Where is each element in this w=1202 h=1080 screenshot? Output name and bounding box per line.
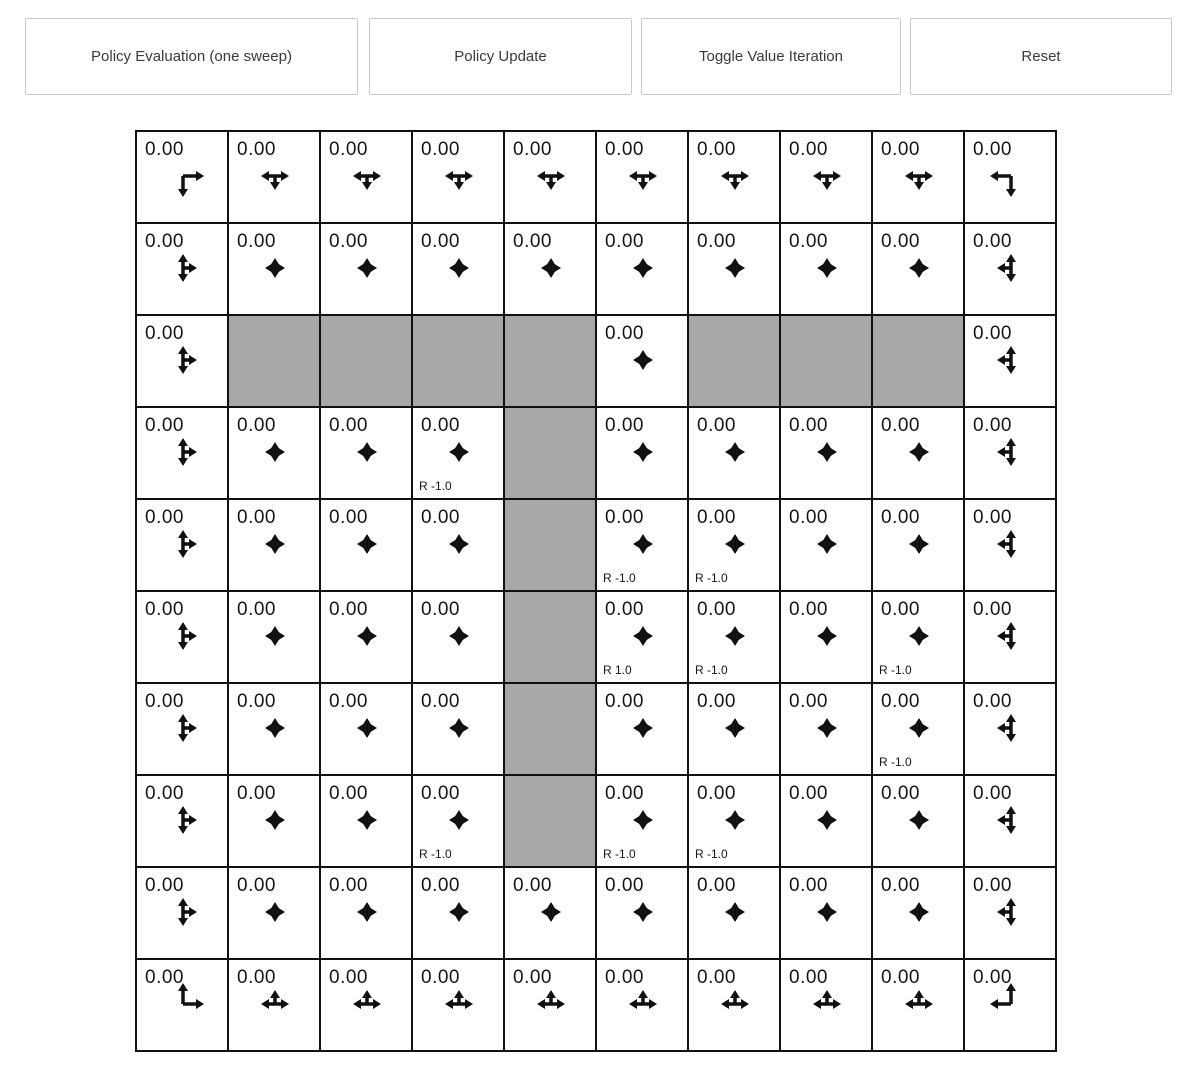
grid-cell[interactable] xyxy=(505,960,595,1050)
policy-arrows-icon xyxy=(321,408,411,498)
cell-value: 0.00 xyxy=(513,875,552,896)
grid-cell[interactable] xyxy=(689,776,779,866)
grid-wall-cell[interactable] xyxy=(505,776,595,866)
policy-update-button[interactable]: Policy Update xyxy=(369,18,632,95)
reward-label: R -1.0 xyxy=(419,847,452,861)
cell-value: 0.00 xyxy=(789,599,828,620)
policy-arrows-icon xyxy=(873,868,963,958)
cell-value: 0.00 xyxy=(973,139,1012,160)
policy-arrows-icon xyxy=(413,500,503,590)
grid-wall-cell[interactable] xyxy=(873,316,963,406)
cell-value: 0.00 xyxy=(697,967,736,988)
cell-value: 0.00 xyxy=(697,231,736,252)
policy-arrows-icon xyxy=(781,776,871,866)
cell-value: 0.00 xyxy=(145,231,184,252)
policy-arrows-icon xyxy=(689,868,779,958)
policy-arrows-icon xyxy=(321,684,411,774)
grid-cell[interactable] xyxy=(689,224,779,314)
policy-arrows-icon xyxy=(321,776,411,866)
grid-cell[interactable] xyxy=(321,592,411,682)
grid-wall-cell[interactable] xyxy=(689,316,779,406)
policy-arrows-icon xyxy=(873,132,963,222)
grid-cell[interactable] xyxy=(965,316,1055,406)
cell-value: 0.00 xyxy=(789,875,828,896)
policy-arrows-icon xyxy=(413,868,503,958)
cell-value: 0.00 xyxy=(237,139,276,160)
cell-value: 0.00 xyxy=(237,691,276,712)
cell-value: 0.00 xyxy=(881,875,920,896)
cell-value: 0.00 xyxy=(237,415,276,436)
policy-arrows-icon xyxy=(229,592,319,682)
cell-value: 0.00 xyxy=(605,599,644,620)
grid-cell[interactable] xyxy=(321,776,411,866)
cell-value: 0.00 xyxy=(973,875,1012,896)
cell-value: 0.00 xyxy=(421,691,460,712)
cell-value: 0.00 xyxy=(421,139,460,160)
grid-cell[interactable] xyxy=(781,868,871,958)
cell-value: 0.00 xyxy=(973,323,1012,344)
reward-label: R -1.0 xyxy=(695,663,728,677)
gridworld-container xyxy=(135,130,1202,1052)
grid-cell[interactable] xyxy=(689,868,779,958)
policy-arrows-icon xyxy=(597,868,687,958)
policy-arrows-icon xyxy=(597,960,687,1050)
grid-cell[interactable] xyxy=(229,960,319,1050)
cell-value: 0.00 xyxy=(237,875,276,896)
grid-cell[interactable] xyxy=(873,408,963,498)
grid-cell[interactable] xyxy=(229,868,319,958)
cell-value: 0.00 xyxy=(421,967,460,988)
cell-value: 0.00 xyxy=(697,875,736,896)
cell-value: 0.00 xyxy=(237,507,276,528)
grid-cell[interactable] xyxy=(413,408,503,498)
reward-label: R -1.0 xyxy=(879,663,912,677)
cell-value: 0.00 xyxy=(145,691,184,712)
grid-cell[interactable] xyxy=(781,408,871,498)
grid-cell[interactable] xyxy=(873,776,963,866)
cell-value: 0.00 xyxy=(881,139,920,160)
grid-cell[interactable] xyxy=(597,684,687,774)
cell-value: 0.00 xyxy=(329,507,368,528)
grid-cell[interactable] xyxy=(965,408,1055,498)
policy-arrows-icon xyxy=(229,684,319,774)
cell-value: 0.00 xyxy=(605,415,644,436)
grid-cell[interactable] xyxy=(965,500,1055,590)
grid-cell[interactable] xyxy=(873,684,963,774)
grid-cell[interactable] xyxy=(137,868,227,958)
policy-arrows-icon xyxy=(965,132,1055,222)
grid-wall-cell[interactable] xyxy=(229,316,319,406)
grid-cell[interactable] xyxy=(137,224,227,314)
grid-cell[interactable] xyxy=(781,592,871,682)
grid-cell[interactable] xyxy=(321,960,411,1050)
cell-value: 0.00 xyxy=(605,231,644,252)
cell-value: 0.00 xyxy=(421,783,460,804)
cell-value: 0.00 xyxy=(697,599,736,620)
cell-value: 0.00 xyxy=(513,231,552,252)
policy-arrows-icon xyxy=(137,224,227,314)
cell-value: 0.00 xyxy=(605,967,644,988)
grid-cell[interactable] xyxy=(873,224,963,314)
policy-arrows-icon xyxy=(873,500,963,590)
cell-value: 0.00 xyxy=(605,139,644,160)
policy-arrows-icon xyxy=(597,316,687,406)
grid-cell[interactable] xyxy=(321,500,411,590)
grid-cell[interactable] xyxy=(137,592,227,682)
grid-cell[interactable] xyxy=(321,408,411,498)
grid-cell[interactable] xyxy=(965,960,1055,1050)
cell-value: 0.00 xyxy=(329,691,368,712)
policy-arrows-icon xyxy=(229,408,319,498)
policy-arrows-icon xyxy=(413,132,503,222)
cell-value: 0.00 xyxy=(421,415,460,436)
policy-arrows-icon xyxy=(137,684,227,774)
cell-value: 0.00 xyxy=(789,783,828,804)
grid-wall-cell[interactable] xyxy=(505,592,595,682)
cell-value: 0.00 xyxy=(237,231,276,252)
cell-value: 0.00 xyxy=(881,967,920,988)
policy-arrows-icon xyxy=(597,224,687,314)
cell-value: 0.00 xyxy=(881,783,920,804)
toolbar xyxy=(0,0,1202,95)
cell-value: 0.00 xyxy=(329,231,368,252)
grid-cell[interactable] xyxy=(413,960,503,1050)
policy-arrows-icon xyxy=(965,776,1055,866)
policy-arrows-icon xyxy=(781,224,871,314)
grid-wall-cell[interactable] xyxy=(505,500,595,590)
policy-arrows-icon xyxy=(689,960,779,1050)
grid-cell[interactable] xyxy=(873,500,963,590)
grid-cell[interactable] xyxy=(321,684,411,774)
gridworld xyxy=(135,130,1057,1052)
cell-value: 0.00 xyxy=(421,507,460,528)
policy-arrows-icon xyxy=(137,500,227,590)
grid-cell[interactable] xyxy=(965,592,1055,682)
policy-arrows-icon xyxy=(965,224,1055,314)
cell-value: 0.00 xyxy=(605,507,644,528)
reward-label: R -1.0 xyxy=(695,847,728,861)
grid-cell[interactable] xyxy=(597,868,687,958)
policy-arrows-icon xyxy=(965,868,1055,958)
cell-value: 0.00 xyxy=(329,875,368,896)
grid-wall-cell[interactable] xyxy=(413,316,503,406)
policy-arrows-icon xyxy=(505,960,595,1050)
policy-arrows-icon xyxy=(137,868,227,958)
cell-value: 0.00 xyxy=(697,415,736,436)
policy-arrows-icon xyxy=(965,500,1055,590)
grid-cell[interactable] xyxy=(597,500,687,590)
reset-button[interactable]: Reset xyxy=(910,18,1172,95)
policy-arrows-icon xyxy=(413,592,503,682)
cell-value: 0.00 xyxy=(237,783,276,804)
policy-arrows-icon xyxy=(873,408,963,498)
reward-label: R -1.0 xyxy=(419,479,452,493)
grid-cell[interactable] xyxy=(965,224,1055,314)
grid-cell[interactable] xyxy=(229,408,319,498)
cell-value: 0.00 xyxy=(421,599,460,620)
grid-cell[interactable] xyxy=(413,684,503,774)
grid-cell[interactable] xyxy=(781,776,871,866)
policy-evaluation-button[interactable]: Policy Evaluation (one sweep) xyxy=(25,18,358,95)
policy-arrows-icon xyxy=(597,132,687,222)
policy-arrows-icon xyxy=(873,960,963,1050)
grid-cell[interactable] xyxy=(321,868,411,958)
grid-cell[interactable] xyxy=(781,960,871,1050)
cell-value: 0.00 xyxy=(789,231,828,252)
grid-cell[interactable] xyxy=(689,408,779,498)
policy-arrows-icon xyxy=(229,500,319,590)
policy-arrows-icon xyxy=(413,224,503,314)
policy-arrows-icon xyxy=(505,868,595,958)
policy-arrows-icon xyxy=(965,684,1055,774)
grid-cell[interactable] xyxy=(597,408,687,498)
grid-cell[interactable] xyxy=(965,684,1055,774)
grid-cell[interactable] xyxy=(781,132,871,222)
grid-cell[interactable] xyxy=(781,500,871,590)
grid-cell[interactable] xyxy=(229,132,319,222)
policy-arrows-icon xyxy=(689,408,779,498)
grid-cell[interactable] xyxy=(137,960,227,1050)
policy-arrows-icon xyxy=(229,960,319,1050)
cell-value: 0.00 xyxy=(789,139,828,160)
cell-value: 0.00 xyxy=(881,599,920,620)
cell-value: 0.00 xyxy=(697,507,736,528)
grid-cell[interactable] xyxy=(781,224,871,314)
cell-value: 0.00 xyxy=(513,967,552,988)
cell-value: 0.00 xyxy=(145,599,184,620)
policy-arrows-icon xyxy=(321,592,411,682)
cell-value: 0.00 xyxy=(973,967,1012,988)
grid-cell[interactable] xyxy=(689,132,779,222)
cell-value: 0.00 xyxy=(881,415,920,436)
grid-cell[interactable] xyxy=(965,868,1055,958)
cell-value: 0.00 xyxy=(697,783,736,804)
policy-arrows-icon xyxy=(137,960,227,1050)
cell-value: 0.00 xyxy=(973,783,1012,804)
policy-arrows-icon xyxy=(781,592,871,682)
grid-cell[interactable] xyxy=(413,776,503,866)
policy-arrows-icon xyxy=(965,592,1055,682)
policy-arrows-icon xyxy=(965,408,1055,498)
cell-value: 0.00 xyxy=(145,415,184,436)
cell-value: 0.00 xyxy=(329,139,368,160)
policy-arrows-icon xyxy=(229,868,319,958)
policy-arrows-icon xyxy=(137,132,227,222)
cell-value: 0.00 xyxy=(881,507,920,528)
cell-value: 0.00 xyxy=(145,967,184,988)
cell-value: 0.00 xyxy=(329,967,368,988)
grid-cell[interactable] xyxy=(229,684,319,774)
policy-arrows-icon xyxy=(229,132,319,222)
grid-cell[interactable] xyxy=(321,132,411,222)
policy-arrows-icon xyxy=(689,224,779,314)
policy-arrows-icon xyxy=(689,684,779,774)
cell-value: 0.00 xyxy=(697,691,736,712)
grid-cell[interactable] xyxy=(229,224,319,314)
grid-cell[interactable] xyxy=(965,776,1055,866)
cell-value: 0.00 xyxy=(973,599,1012,620)
grid-cell[interactable] xyxy=(597,316,687,406)
grid-cell[interactable] xyxy=(873,132,963,222)
policy-arrows-icon xyxy=(965,316,1055,406)
cell-value: 0.00 xyxy=(605,691,644,712)
grid-cell[interactable] xyxy=(597,224,687,314)
policy-arrows-icon xyxy=(321,132,411,222)
grid-cell[interactable] xyxy=(689,684,779,774)
policy-arrows-icon xyxy=(597,408,687,498)
grid-cell[interactable] xyxy=(689,960,779,1050)
grid-cell[interactable] xyxy=(321,224,411,314)
cell-value: 0.00 xyxy=(697,139,736,160)
grid-cell[interactable] xyxy=(137,316,227,406)
policy-arrows-icon xyxy=(137,592,227,682)
reward-label: R 1.0 xyxy=(603,663,632,677)
policy-arrows-icon xyxy=(321,224,411,314)
cell-value: 0.00 xyxy=(237,967,276,988)
cell-value: 0.00 xyxy=(789,967,828,988)
grid-wall-cell[interactable] xyxy=(321,316,411,406)
grid-cell[interactable] xyxy=(873,960,963,1050)
grid-cell[interactable] xyxy=(505,132,595,222)
grid-cell[interactable] xyxy=(229,592,319,682)
grid-wall-cell[interactable] xyxy=(781,316,871,406)
grid-cell[interactable] xyxy=(137,500,227,590)
toggle-value-iteration-button[interactable]: Toggle Value Iteration xyxy=(641,18,901,95)
policy-arrows-icon xyxy=(781,500,871,590)
policy-arrows-icon xyxy=(137,408,227,498)
policy-arrows-icon xyxy=(137,776,227,866)
cell-value: 0.00 xyxy=(329,783,368,804)
cell-value: 0.00 xyxy=(973,231,1012,252)
cell-value: 0.00 xyxy=(973,415,1012,436)
policy-arrows-icon xyxy=(229,224,319,314)
policy-arrows-icon xyxy=(505,224,595,314)
grid-cell[interactable] xyxy=(413,592,503,682)
grid-cell[interactable] xyxy=(873,868,963,958)
policy-arrows-icon xyxy=(413,960,503,1050)
grid-wall-cell[interactable] xyxy=(505,316,595,406)
policy-arrows-icon xyxy=(689,132,779,222)
cell-value: 0.00 xyxy=(881,231,920,252)
policy-arrows-icon xyxy=(781,684,871,774)
cell-value: 0.00 xyxy=(145,875,184,896)
policy-arrows-icon xyxy=(965,960,1055,1050)
grid-cell[interactable] xyxy=(689,592,779,682)
cell-value: 0.00 xyxy=(421,875,460,896)
policy-arrows-icon xyxy=(781,960,871,1050)
policy-arrows-icon xyxy=(229,776,319,866)
cell-value: 0.00 xyxy=(145,783,184,804)
grid-wall-cell[interactable] xyxy=(505,684,595,774)
policy-arrows-icon xyxy=(781,408,871,498)
grid-cell[interactable] xyxy=(137,132,227,222)
cell-value: 0.00 xyxy=(789,415,828,436)
grid-cell[interactable] xyxy=(505,224,595,314)
policy-arrows-icon xyxy=(321,960,411,1050)
grid-cell[interactable] xyxy=(597,776,687,866)
cell-value: 0.00 xyxy=(329,415,368,436)
cell-value: 0.00 xyxy=(605,323,644,344)
cell-value: 0.00 xyxy=(881,691,920,712)
cell-value: 0.00 xyxy=(237,599,276,620)
grid-cell[interactable] xyxy=(229,500,319,590)
policy-arrows-icon xyxy=(321,868,411,958)
cell-value: 0.00 xyxy=(513,139,552,160)
grid-cell[interactable] xyxy=(597,592,687,682)
grid-cell[interactable] xyxy=(229,776,319,866)
policy-arrows-icon xyxy=(597,684,687,774)
reward-label: R -1.0 xyxy=(879,755,912,769)
policy-arrows-icon xyxy=(781,868,871,958)
cell-value: 0.00 xyxy=(145,139,184,160)
reward-label: R -1.0 xyxy=(603,847,636,861)
grid-cell[interactable] xyxy=(413,224,503,314)
grid-cell[interactable] xyxy=(137,408,227,498)
grid-wall-cell[interactable] xyxy=(505,408,595,498)
cell-value: 0.00 xyxy=(973,691,1012,712)
grid-cell[interactable] xyxy=(597,132,687,222)
reward-label: R -1.0 xyxy=(695,571,728,585)
grid-cell[interactable] xyxy=(781,684,871,774)
grid-cell[interactable] xyxy=(597,960,687,1050)
policy-arrows-icon xyxy=(413,684,503,774)
grid-cell[interactable] xyxy=(413,132,503,222)
grid-cell[interactable] xyxy=(873,592,963,682)
cell-value: 0.00 xyxy=(973,507,1012,528)
policy-arrows-icon xyxy=(781,132,871,222)
grid-cell[interactable] xyxy=(505,868,595,958)
grid-cell[interactable] xyxy=(137,776,227,866)
policy-arrows-icon xyxy=(873,776,963,866)
cell-value: 0.00 xyxy=(329,599,368,620)
cell-value: 0.00 xyxy=(789,507,828,528)
cell-value: 0.00 xyxy=(789,691,828,712)
grid-cell[interactable] xyxy=(413,500,503,590)
cell-value: 0.00 xyxy=(421,231,460,252)
policy-arrows-icon xyxy=(873,224,963,314)
policy-arrows-icon xyxy=(505,132,595,222)
cell-value: 0.00 xyxy=(145,323,184,344)
grid-cell[interactable] xyxy=(965,132,1055,222)
cell-value: 0.00 xyxy=(145,507,184,528)
grid-cell[interactable] xyxy=(413,868,503,958)
cell-value: 0.00 xyxy=(605,875,644,896)
policy-arrows-icon xyxy=(321,500,411,590)
policy-arrows-icon xyxy=(137,316,227,406)
grid-cell[interactable] xyxy=(137,684,227,774)
reward-label: R -1.0 xyxy=(603,571,636,585)
grid-cell[interactable] xyxy=(689,500,779,590)
cell-value: 0.00 xyxy=(605,783,644,804)
